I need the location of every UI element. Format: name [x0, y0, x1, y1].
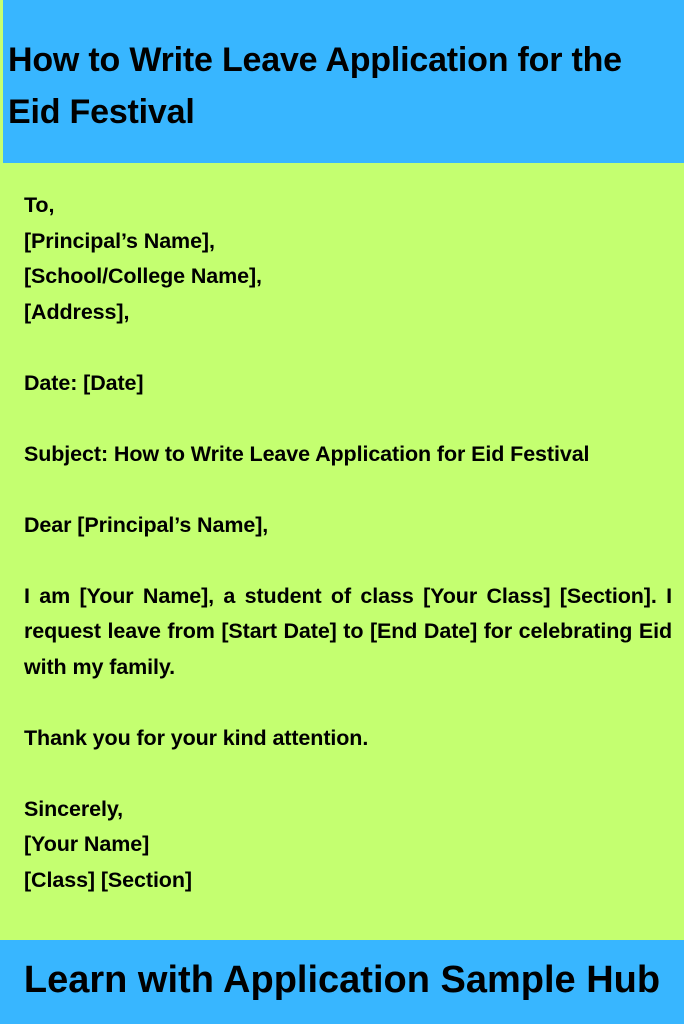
spacer [24, 756, 672, 792]
letter-subject: Subject: How to Write Leave Application for Eid Festival [24, 441, 590, 466]
spacer [24, 685, 672, 721]
recipient-address: [Address], [24, 299, 130, 324]
footer-banner [0, 940, 684, 1024]
letter-date: Date: [Date] [24, 370, 144, 395]
recipient-name: [Principal’s Name], [24, 228, 215, 253]
letter-thanks: Thank you for your kind attention. [24, 725, 369, 750]
letter-salutation: Dear [Principal’s Name], [24, 512, 269, 537]
closing-sign-off: Sincerely, [24, 796, 123, 821]
recipient-institution: [School/College Name], [24, 264, 262, 288]
footer-text: Learn with Application Sample Hub [23, 959, 661, 1001]
letter-body [24, 188, 672, 898]
spacer [24, 543, 672, 579]
recipient-to: To, [24, 193, 55, 217]
closing-name: [Your Name] [24, 832, 150, 856]
closing-class-section: [Class] [Section] [24, 867, 192, 892]
spacer [24, 330, 672, 366]
spacer [24, 401, 672, 437]
header-left-edge [0, 0, 3, 163]
spacer [24, 472, 672, 508]
letter-paragraph: I am [Your Name], a student of class [Your Class] [Section]. I request leave from [Start Date] to [End Date] for celebrating Eid with my family. [24, 583, 672, 679]
header-banner [0, 0, 684, 163]
page-title: How to Write Leave Application for the Eid Festival [8, 41, 622, 131]
